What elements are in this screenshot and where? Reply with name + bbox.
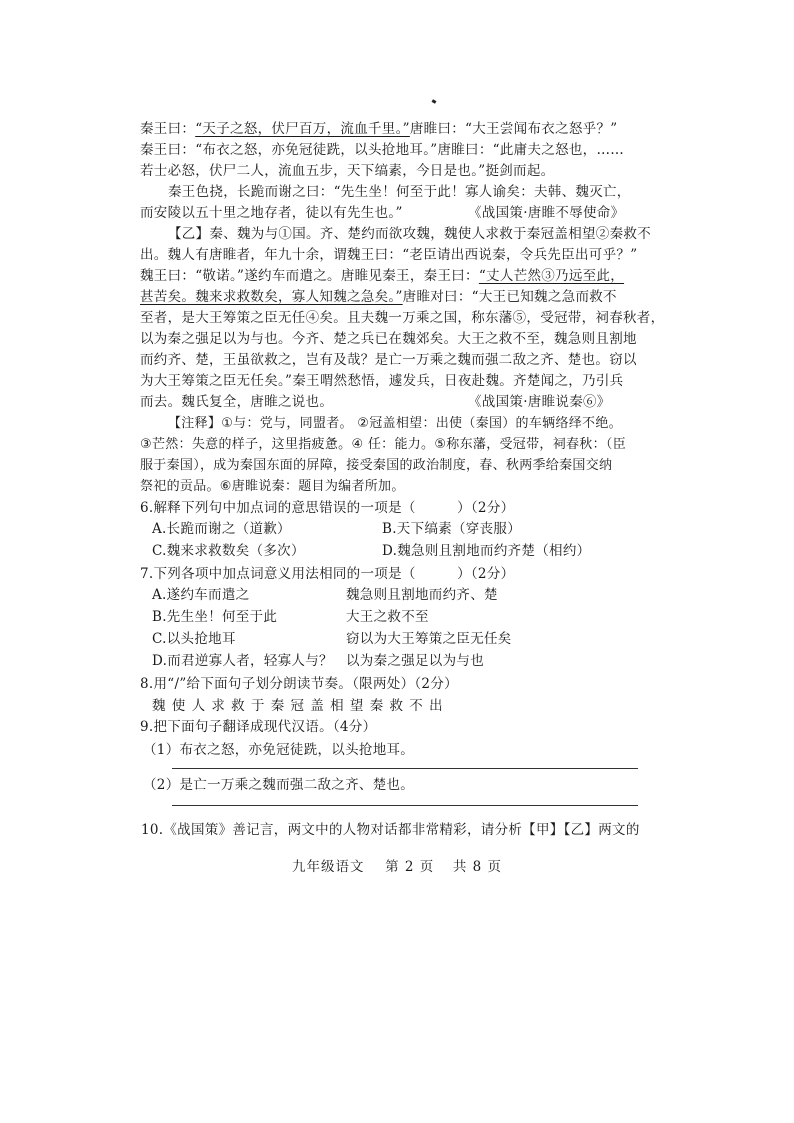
passage-line-7: 出。魏人有唐睢者，年九十余，谓魏王曰：“老臣请出西说秦，令兵先臣出可乎？” xyxy=(140,247,638,263)
question-7: 7.下列各项中加点词意义用法相同的一项是（ ）（2分） xyxy=(140,566,515,582)
speaker-label: 秦王曰： xyxy=(140,121,196,137)
question-10: 10.《战国策》善记言，两文中的人物对话都非常精彩，请分析【甲】【乙】两文的 xyxy=(141,822,640,838)
q9-sentence-1: （1）布衣之怒，亦免冠徒跣，以头抢地耳。 xyxy=(143,742,415,758)
q7-option-d-right: 以为秦之强足以为与也 xyxy=(346,653,484,669)
q7-option-d-left: D.而君逆寡人者，轻寡人与？ xyxy=(152,653,333,669)
passage-text: 唐睢曰：“大王尝闻布衣之怒乎？” xyxy=(409,121,618,137)
notes-line-1: 【注释】①与：党与，同盟者。 ②冠盖相望：出使（秦国）的车辆络绎不绝。 xyxy=(168,416,622,431)
footer-subject: 九年级语文 xyxy=(291,859,365,875)
passage-source-a: 《战国策·唐睢不辱使命》 xyxy=(468,205,625,221)
q9-sentence-2: （2）是亡一万乘之魏而强二敌之齐、楚也。 xyxy=(143,777,415,793)
passage-line-3: 若士必怒，伏尸二人，流血五步，天下缟素，今日是也。”挺剑而起。 xyxy=(140,163,555,179)
question-6: 6.解释下列句中加点词的意思错误的一项是（ ）（2分） xyxy=(140,500,515,516)
q9-answer-line-1[interactable] xyxy=(172,768,638,769)
q7-option-b-left: B.先生坐！何至于此 xyxy=(152,609,278,625)
passage-line-1 xyxy=(140,120,617,138)
q7-option-b-right: 大王之救不至 xyxy=(346,609,429,625)
ink-speck xyxy=(432,99,437,104)
passage-line-14: 而去。魏氏复全，唐睢之说也。 xyxy=(140,394,334,410)
page-footer xyxy=(0,855,794,875)
passage-line-8 xyxy=(140,267,624,285)
passage-line-6: 【乙】秦、魏为与①国。齐、楚约而欲攻魏，魏使人求救于秦冠盖相望②秦救不 xyxy=(168,226,651,242)
q6-option-c: C.魏来求救数矣（多次） xyxy=(152,543,305,559)
q7-option-a-right: 魏急则且割地而约齐、楚 xyxy=(346,587,498,603)
passage-line-4: 秦王色挠，长跪而谢之曰：“先生坐！何至于此！寡人谕矣：夫韩、魏灭亡， xyxy=(168,184,631,200)
notes-line-2: ③芒然：失意的样子，这里指疲惫。④ 任：能力。⑤称东藩，受冠带，祠春秋：（臣 xyxy=(140,437,626,452)
passage-line-5: 而安陵以五十里之地存者，徒以有先生也。” xyxy=(140,205,403,221)
passage-source-b: 《战国策·唐睢说秦⑥》 xyxy=(468,394,611,410)
q9-answer-line-2[interactable] xyxy=(172,805,638,806)
passage-line-11: 以为秦之强足以为与也。今齐、楚之兵已在魏郊矣。大王之救不至，魏急则且割地 xyxy=(140,331,637,347)
q6-option-b: B.天下缟素（穿丧服） xyxy=(382,521,522,537)
q7-option-c-left: C.以头抢地耳 xyxy=(152,631,236,647)
underlined-quote: “丈人芒然③乃远至此， xyxy=(478,268,625,284)
passage-line-10: 至者，是大王筹策之臣无任④矣。且夫魏一万乘之国，称东藩⑤，受冠带，祠春秋者， xyxy=(140,310,665,326)
q6-option-a: A.长跪而谢之（道歉） xyxy=(152,521,291,537)
q6-option-d: D.魏急则且割地而约齐楚（相约） xyxy=(382,543,591,559)
notes-line-4: 祭祀的贡品。⑥唐睢说秦：题目为编者所加。 xyxy=(140,479,405,494)
passage-line-13: 为大王筹策之臣无任矣。”秦王喟然愁悟，遽发兵，日夜赴魏。齐楚闻之，乃引兵 xyxy=(140,373,624,389)
footer-page-number: 第 2 页 xyxy=(385,859,435,875)
footer-total-pages: 共 8 页 xyxy=(452,859,503,875)
q7-option-a-left: A.遂约车而遣之 xyxy=(152,587,250,603)
passage-text: 唐睢对曰：“大王已知魏之急而救不 xyxy=(402,289,617,305)
passage-line-9 xyxy=(140,288,617,306)
q7-option-c-right: 窃以为大王筹策之臣无任矣 xyxy=(346,631,512,647)
notes-line-3: 服于秦国），成为秦国东面的屏障，接受秦国的政治制度，春、秋两季给秦国交纳 xyxy=(140,458,613,473)
underlined-quote: “天子之怒，伏尸百万，流血千里。” xyxy=(195,121,410,137)
question-9: 9.把下面句子翻译成现代汉语。（4分） xyxy=(140,719,377,735)
q8-sentence: 魏 使 人 求 救 于 秦 冠 盖 相 望 秦 救 不 出 xyxy=(152,698,444,714)
question-8: 8.用“/”给下面句子划分朗读节奏。（限两处）（2分） xyxy=(140,676,458,692)
passage-line-2: 秦王曰：“布衣之怒，亦免冠徒跣，以头抢地耳。”唐睢曰：“此庸夫之怒也，…… xyxy=(140,142,625,158)
underlined-quote: 甚苦矣。魏来求救数矣，寡人知魏之急矣。” xyxy=(140,289,403,305)
passage-line-12: 而约齐、楚，王虽欲救之，岂有及哉？是亡一万乘之魏而强二敌之齐、楚也。窃以 xyxy=(140,352,637,368)
passage-text: 魏王曰：“敬诺。”遂约车而遣之。唐睢见秦王，秦王曰： xyxy=(140,268,479,284)
